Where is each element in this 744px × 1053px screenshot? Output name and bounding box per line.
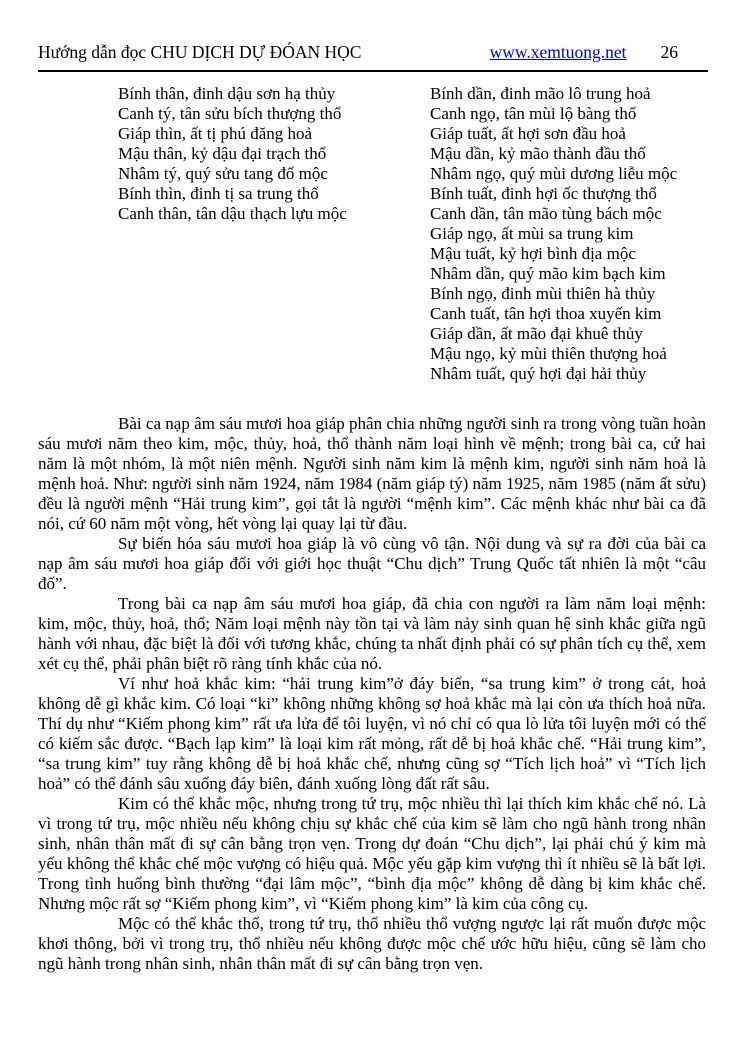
verse-line: Nhâm tý, quý sửu tang đố mộc	[118, 164, 328, 183]
body-paragraph: Trong bài ca nạp âm sáu mươi hoa giáp, đã chia con người ra làm năm loại mệnh: kim, mộc, thủy, hoả, thổ; Năm loại mệnh này tồn tại và làm nảy sinh quan hệ sinh khắc giữa ngũ hành với nhau, đặc biệt là đối với tương khắc, chúng ta nhất định phải có sự phân tích cụ thể, xem xét cụ thể, phải phân biệt rõ ràng tính khắc của nó.	[38, 594, 706, 673]
verse-line: Giáp tuất, ất hợi sơn đầu hoả	[430, 124, 626, 143]
verse-line: Mậu ngọ, kỷ mùi thiên thượng hoả	[430, 344, 667, 363]
verse-column-left	[118, 84, 430, 384]
verse-line: Giáp ngọ, ất mùi sa trung kim	[430, 224, 634, 243]
verse-column-right	[430, 84, 677, 384]
body-paragraph: Kim có thể khắc mộc, nhưng trong tứ trụ, mộc nhiều thì lại thích kim khắc chế nó. Là vì trong tứ trụ, mộc nhiều nếu không chịu sự khắc chế của kim sẽ làm cho ngũ hành trong nhân sinh, nhân thân mất đi sự cân bằng trọn vẹn. Trong dự đoán “Chu dịch”, lại phải chú ý kim mà yếu không thể khắc chế mộc vượng có hiệu quả. Mộc yếu gặp kim vượng thì ít nhiều sẽ là bất lợi. Trong tình huống bình thường “đại lâm mộc”, “bình địa mộc” không dễ dàng bị kim khắc chế. Nhưng mộc rất sợ “Kiếm phong kim”, vì “Kiếm phong kim” là kim của công cụ.	[38, 794, 706, 913]
body-paragraph: Sự biến hóa sáu mươi hoa giáp là vô cùng vô tận. Nội dung và sự ra đời của bài ca nạp âm sáu mươi hoa giáp đối với giới học thuật “Chu dịch” Trung Quốc tất nhiên là một “câu đố”.	[38, 534, 706, 593]
verse-line: Canh dần, tân mão tùng bách mộc	[430, 204, 662, 223]
body-text	[38, 414, 706, 974]
header-title: Hướng dẫn đọc CHU DỊCH DỰ ĐÓAN HỌC	[38, 42, 362, 62]
verse-line: Canh tý, tân sửu bích thượng thổ	[118, 104, 342, 123]
body-paragraph: Bài ca nạp âm sáu mươi hoa giáp phân chia những người sinh ra trong vòng tuần hoàn sáu mươi năm theo kim, mộc, thủy, hoả, thổ thành năm loại hình về mệnh; trong bài ca, cứ hai năm là một nhóm, là một niên mệnh. Người sinh năm kim là mệnh kim, người sinh năm hoả là mệnh hoả. Như: người sinh năm 1924, năm 1984 (năm giáp tý) năm 1925, năm 1985 (năm ất sửu) đều là người mệnh “Hải trung kim”, gọi tắt là người “mệnh kim”. Các mệnh khác như bài ca đã nói, cứ 60 năm một vòng, hết vòng lại quay lại từ đầu.	[38, 414, 706, 533]
verse-line: Nhâm ngọ, quý mùi dương liễu mộc	[430, 164, 678, 183]
body-paragraph: Ví như hoả khắc kim: “hải trung kim”ở đáy biển, “sa trung kim” ở trong cát, hoả không dễ gì khắc kim. Có loại “ki” không những không sợ hoả khắc mà lại còn ưa thích hoả nữa. Thí dụ như “Kiếm phong kim” rất ưa lửa để tôi luyện, vì nó chỉ có qua lò lửa tôi luyện mới có thể có kiếm sắc được. “Bạch lạp kim” là loại kim rất mỏng, rất dễ bị hoả khắc chế. “Hải trung kim”, “sa trung kim” tuy rằng không dễ bị hoả khắc chế, nhưng cũng sợ “Tích lịch hoả” vì “Tích lịch hoả” có thể đánh sâu xuống đáy biên, đánh xuống lòng đất rất sâu.	[38, 674, 706, 793]
header-website-link[interactable]: www.xemtuong.net	[489, 42, 627, 62]
verse-line: Bính tuất, đinh hợi ốc thượng thổ	[430, 184, 657, 203]
verse-line: Canh thân, tân dậu thạch lựu mộc	[118, 204, 347, 223]
verse-line: Giáp thìn, ất tị phú đăng hoả	[118, 124, 313, 143]
verse-line: Canh ngọ, tân mùi lộ bàng thổ	[430, 104, 637, 123]
body-paragraph: Mộc có thể khắc thổ, trong tứ trụ, thổ nhiều thổ vượng ngược lại rất muốn được mộc khơi thông, bởi vì trong trụ, thổ nhiều nếu không được mộc chế ước hữu hiệu, cũng sẽ làm cho ngũ hành trong nhân sinh, nhân thân mất đi sự cân bằng trọn vẹn.	[38, 914, 706, 973]
verse-section	[118, 84, 677, 384]
verse-line: Bính ngọ, đinh mùi thiên hà thủy	[430, 284, 656, 303]
verse-line: Bính thìn, đinh tị sa trung thổ	[118, 184, 319, 203]
verse-line: Mậu thân, kỷ dậu đại trạch thổ	[118, 144, 327, 163]
verse-line: Nhâm tuất, quý hợi đại hải thủy	[430, 364, 647, 383]
verse-line: Mậu dần, kỷ mão thành đầu thổ	[430, 144, 646, 163]
verse-line: Canh tuất, tân hợi thoa xuyến kim	[430, 304, 662, 323]
page-header	[38, 42, 678, 63]
verse-line: Giáp dần, ất mão đại khuê thủy	[430, 324, 643, 343]
header-divider	[38, 70, 708, 72]
page-number: 26	[660, 42, 678, 62]
verse-line: Bính dần, đinh mão lô trung hoả	[430, 84, 651, 103]
verse-line: Nhâm dần, quý mão kim bạch kim	[430, 264, 666, 283]
verse-line: Mậu tuất, kỷ hợi bình địa mộc	[430, 244, 636, 263]
verse-line: Bính thân, đinh dậu sơn hạ thủy	[118, 84, 336, 103]
